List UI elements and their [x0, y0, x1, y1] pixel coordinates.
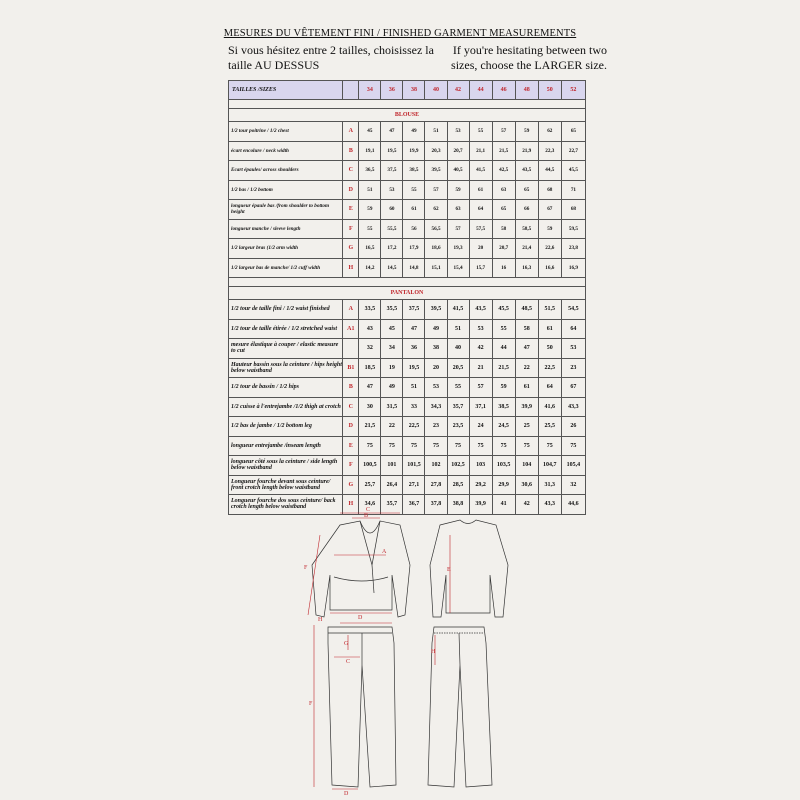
measurement-value: 34,6	[359, 495, 381, 515]
measurement-value: 75	[381, 436, 403, 456]
measurement-value: 37,5	[381, 161, 403, 181]
measurement-value: 75	[492, 436, 515, 456]
measurement-value: 21,4	[515, 239, 538, 259]
measurement-value: 101	[381, 456, 403, 476]
measurement-value: 22,3	[538, 141, 561, 161]
measurement-value: 20	[469, 239, 492, 259]
header-code-cell	[343, 81, 359, 100]
measurement-code: A	[343, 300, 359, 320]
measurement-description: 1/2 cuisse à l'entrejambe /1/2 thigh at crotch	[229, 397, 343, 417]
measurement-value: 23,8	[561, 239, 585, 259]
measurement-value: 50	[538, 339, 561, 359]
measurement-value: 53	[447, 122, 469, 142]
measure-lines	[308, 513, 450, 789]
measurement-value: 16,3	[515, 258, 538, 278]
measurement-value: 17,9	[403, 239, 425, 259]
measurement-value: 38,8	[447, 495, 469, 515]
measurement-value: 35,7	[381, 495, 403, 515]
section-spacer	[229, 278, 586, 287]
measurement-value: 75	[425, 436, 447, 456]
measurement-value: 37,8	[425, 495, 447, 515]
table-row	[229, 219, 586, 239]
measurement-code: B1	[343, 358, 359, 378]
size-header-34: 34	[359, 81, 381, 100]
measurement-value: 22,5	[538, 358, 561, 378]
measurement-description: 1/2 largeur bas de manche/ 1/2 cuff width	[229, 258, 343, 278]
measurement-value: 19,9	[403, 141, 425, 161]
measurement-value: 60	[381, 200, 403, 220]
measurement-description: 1/2 tour de taille étirée / 1/2 stretched waist	[229, 319, 343, 339]
measurement-value: 75	[561, 436, 585, 456]
measurement-code: F	[343, 219, 359, 239]
measurement-value: 68	[561, 200, 585, 220]
measurement-value: 49	[381, 378, 403, 398]
sizing-hint-english: If you're hesitating between two sizes, choose the LARGER size.	[451, 43, 607, 72]
table-row	[229, 417, 586, 437]
table-row	[229, 180, 586, 200]
diagram-label-e: E	[447, 567, 451, 573]
measurement-value: 25,7	[359, 475, 381, 495]
diagram-label-f: F	[304, 565, 308, 571]
size-header-48: 48	[515, 81, 538, 100]
measurement-value: 64	[538, 378, 561, 398]
measurement-value: 47	[381, 122, 403, 142]
measurement-value: 65	[492, 200, 515, 220]
measurement-value: 103	[469, 456, 492, 476]
measurement-value: 57,5	[469, 219, 492, 239]
measurement-value: 53	[561, 339, 585, 359]
measurement-value: 21	[469, 358, 492, 378]
size-header-44: 44	[469, 81, 492, 100]
measurement-description: 1/2 bas de jambe / 1/2 bottom leg	[229, 417, 343, 437]
section-spacer	[229, 100, 586, 109]
measurement-value: 59	[538, 219, 561, 239]
measurement-value: 56,5	[425, 219, 447, 239]
measurement-value: 75	[403, 436, 425, 456]
sizes-label: TAILLES /SIZES	[229, 81, 343, 100]
measurement-value: 59	[515, 122, 538, 142]
measurement-value: 18,5	[359, 358, 381, 378]
measurement-value: 58	[492, 219, 515, 239]
measurement-value: 55	[492, 319, 515, 339]
table-row	[229, 436, 586, 456]
measurement-value: 16,5	[359, 239, 381, 259]
measurement-value: 23,5	[447, 417, 469, 437]
measurement-description: longueur manche / sleeve length	[229, 219, 343, 239]
measurement-value: 59	[492, 378, 515, 398]
measurement-code: D	[343, 180, 359, 200]
measurement-value: 103,5	[492, 456, 515, 476]
measurement-value: 34	[381, 339, 403, 359]
measurement-value: 28,5	[447, 475, 469, 495]
measurement-value: 20,7	[492, 239, 515, 259]
measurement-value: 21,9	[515, 141, 538, 161]
measurement-description: longueur épaule bas /from shoulder to bottom height	[229, 200, 343, 220]
pantalon-section-row	[229, 287, 586, 300]
measurement-value: 42,5	[492, 161, 515, 181]
measurement-value: 29,2	[469, 475, 492, 495]
measurement-value: 19,1	[359, 141, 381, 161]
measurement-code: H	[343, 258, 359, 278]
measurement-value: 39,9	[515, 397, 538, 417]
measurement-code: D	[343, 417, 359, 437]
measurement-value: 104,7	[538, 456, 561, 476]
measurement-value: 51,5	[538, 300, 561, 320]
measurement-value: 56	[403, 219, 425, 239]
measurement-value: 66	[515, 200, 538, 220]
measurement-value: 67	[538, 200, 561, 220]
size-header-36: 36	[381, 81, 403, 100]
measurement-value: 39,5	[425, 161, 447, 181]
diagram-label-d-trousers: D	[344, 791, 349, 795]
measurement-value: 57	[447, 219, 469, 239]
measurement-value: 19,5	[381, 141, 403, 161]
measurement-value: 38	[425, 339, 447, 359]
diagram-label-d: D	[358, 615, 363, 621]
measurement-value: 75	[447, 436, 469, 456]
measurement-description: Longueur fourche dos sous ceinture/ back crotch length below waistband	[229, 495, 343, 515]
measurement-value: 14,5	[381, 258, 403, 278]
measurement-value: 21,5	[492, 358, 515, 378]
measurement-value: 101,5	[403, 456, 425, 476]
measurement-value: 44,5	[538, 161, 561, 181]
measurement-value: 61	[469, 180, 492, 200]
measurement-code: E	[343, 200, 359, 220]
measurement-value: 45,5	[492, 300, 515, 320]
measurement-value: 36,5	[359, 161, 381, 181]
measurement-value: 75	[538, 436, 561, 456]
measurement-description: Longueur fourche devant sous ceinture/ front crotch length below waistband	[229, 475, 343, 495]
measurement-description: longueur côté sous la ceinture / side length below waistband	[229, 456, 343, 476]
size-header-row	[229, 81, 586, 100]
measurement-value: 21,1	[469, 141, 492, 161]
measurement-value: 43,5	[515, 161, 538, 181]
table-row	[229, 300, 586, 320]
measurement-code: A	[343, 122, 359, 142]
measurement-value: 20,7	[447, 141, 469, 161]
measurement-value: 43	[359, 319, 381, 339]
measurement-value: 34,3	[425, 397, 447, 417]
measurement-value: 47	[359, 378, 381, 398]
measurement-value: 61	[403, 200, 425, 220]
blouse-front-drawing	[312, 521, 410, 617]
measurement-value: 43,3	[538, 495, 561, 515]
measurement-value: 33,5	[359, 300, 381, 320]
measurement-value: 27,8	[425, 475, 447, 495]
trousers-front-drawing	[328, 627, 396, 787]
table-row	[229, 475, 586, 495]
measurement-value: 44	[492, 339, 515, 359]
blouse-back-drawing	[430, 520, 508, 617]
measurement-value: 41,6	[538, 397, 561, 417]
measurement-value: 16,9	[561, 258, 585, 278]
measurement-value: 16,6	[538, 258, 561, 278]
diagram-label-h: H	[318, 617, 323, 623]
measurement-value: 39,5	[425, 300, 447, 320]
measurement-value: 27,1	[403, 475, 425, 495]
size-header-52: 52	[561, 81, 585, 100]
measurement-value: 40,5	[447, 161, 469, 181]
table-row	[229, 141, 586, 161]
measurement-value: 24,5	[492, 417, 515, 437]
blouse-section-title: BLOUSE	[229, 109, 586, 122]
measurement-value: 37,5	[403, 300, 425, 320]
measurement-value: 15,1	[425, 258, 447, 278]
measurement-value: 100,5	[359, 456, 381, 476]
measurement-value: 59,5	[561, 219, 585, 239]
measurement-code: H	[343, 495, 359, 515]
measurement-value: 51	[425, 122, 447, 142]
measurement-value: 23	[561, 358, 585, 378]
table-row	[229, 200, 586, 220]
measurement-value: 54,5	[561, 300, 585, 320]
measurement-value: 53	[469, 319, 492, 339]
measurement-value: 14,2	[359, 258, 381, 278]
measurement-value: 75	[515, 436, 538, 456]
measurement-value: 19,5	[403, 358, 425, 378]
measurement-value: 41,5	[469, 161, 492, 181]
measurement-value: 22,5	[403, 417, 425, 437]
measurement-value: 42	[469, 339, 492, 359]
measurement-value: 64	[469, 200, 492, 220]
diagram-label-c-trousers: C	[346, 659, 351, 665]
pantalon-section-title: PANTALON	[229, 287, 586, 300]
measurement-description: Hauteur bassin sous la ceinture / hips height below waistband	[229, 358, 343, 378]
measurement-value: 105,4	[561, 456, 585, 476]
measurement-description: 1/2 tour de bassin / 1/2 hips	[229, 378, 343, 398]
measurement-value: 48,5	[515, 300, 538, 320]
measurement-value: 43,3	[561, 397, 585, 417]
measurement-value: 61	[515, 378, 538, 398]
page-title: MESURES DU VÊTEMENT FINI / FINISHED GARMENT MEASUREMENTS	[223, 28, 577, 39]
measurement-value: 21,5	[359, 417, 381, 437]
measurement-value: 42	[515, 495, 538, 515]
measurement-value: 55	[469, 122, 492, 142]
measurement-value: 30,6	[515, 475, 538, 495]
measurement-value: 62	[538, 122, 561, 142]
measurement-value: 55	[447, 378, 469, 398]
measurement-value: 58	[515, 319, 538, 339]
measurement-value: 37,1	[469, 397, 492, 417]
measurement-value: 31,3	[538, 475, 561, 495]
measurement-description: 1/2 tour poitrine / 1/2 chest	[229, 122, 343, 142]
measurement-code: C	[343, 161, 359, 181]
measurement-value: 43,5	[469, 300, 492, 320]
measurement-value: 51	[403, 378, 425, 398]
diagram-label-f-trousers: F	[309, 701, 313, 707]
sizing-hint-french: Si vous hésitez entre 2 tailles, choisissez la taille AU DESSUS	[228, 43, 434, 72]
measurement-value: 30	[359, 397, 381, 417]
measurement-value: 41	[492, 495, 515, 515]
diagram-label-b: B	[364, 513, 369, 519]
measurement-code: A1	[343, 319, 359, 339]
table-row	[229, 239, 586, 259]
measurement-value: 22	[381, 417, 403, 437]
measurement-value: 38,5	[403, 161, 425, 181]
measurement-value: 45	[381, 319, 403, 339]
measurement-value: 20,3	[425, 141, 447, 161]
measurement-value: 18,6	[425, 239, 447, 259]
measurement-value: 15,7	[469, 258, 492, 278]
measurement-value: 22	[515, 358, 538, 378]
measurement-value: 23	[425, 417, 447, 437]
measurement-value: 64	[561, 319, 585, 339]
measurement-value: 53	[381, 180, 403, 200]
measurement-value: 55,5	[381, 219, 403, 239]
measurement-value: 36,7	[403, 495, 425, 515]
measurement-value: 26	[561, 417, 585, 437]
measurement-value: 63	[447, 200, 469, 220]
measurement-value: 15,4	[447, 258, 469, 278]
measurement-value: 63	[492, 180, 515, 200]
measurement-description: 1/2 tour de taille fini / 1/2 waist finished	[229, 300, 343, 320]
measurement-value: 57	[469, 378, 492, 398]
measurement-value: 16	[492, 258, 515, 278]
measurement-code	[343, 339, 359, 359]
diagram-label-c: C	[366, 507, 371, 513]
measurement-code: C	[343, 397, 359, 417]
diagram-label-a: A	[382, 549, 387, 555]
measurement-value: 49	[403, 122, 425, 142]
measurement-value: 47	[403, 319, 425, 339]
measurement-value: 22,6	[538, 239, 561, 259]
garment-technical-drawing	[300, 505, 520, 795]
measurement-value: 19	[381, 358, 403, 378]
measurement-value: 49	[425, 319, 447, 339]
measurement-value: 67	[561, 378, 585, 398]
measurement-value: 61	[538, 319, 561, 339]
trousers-back-drawing	[428, 627, 492, 787]
measurement-value: 59	[447, 180, 469, 200]
measurement-value: 75	[469, 436, 492, 456]
table-row	[229, 378, 586, 398]
size-header-50: 50	[538, 81, 561, 100]
measurement-code: G	[343, 239, 359, 259]
measurement-value: 57	[425, 180, 447, 200]
table-row	[229, 161, 586, 181]
measurement-value: 62	[425, 200, 447, 220]
table-row	[229, 122, 586, 142]
measurement-value: 26,4	[381, 475, 403, 495]
diagram-label-g: G	[344, 641, 349, 647]
measurement-value: 25,5	[538, 417, 561, 437]
measurement-value: 44,6	[561, 495, 585, 515]
measurement-code: G	[343, 475, 359, 495]
measurement-value: 51	[447, 319, 469, 339]
measurement-code: B	[343, 141, 359, 161]
table-row	[229, 319, 586, 339]
measurement-value: 39,9	[469, 495, 492, 515]
measurement-value: 102	[425, 456, 447, 476]
measurement-value: 55	[359, 219, 381, 239]
measurement-description: longueur entrejambe /inseam length	[229, 436, 343, 456]
measurement-value: 21,5	[492, 141, 515, 161]
diagram-label-h-trousers: H	[431, 649, 436, 655]
measurement-value: 65	[561, 122, 585, 142]
measurement-code: F	[343, 456, 359, 476]
measurement-value: 55	[403, 180, 425, 200]
measurement-code: B	[343, 378, 359, 398]
table-row	[229, 397, 586, 417]
blouse-section-row	[229, 109, 586, 122]
size-header-40: 40	[425, 81, 447, 100]
measurement-value: 32	[561, 475, 585, 495]
measurement-value: 65	[515, 180, 538, 200]
measurement-value: 22,7	[561, 141, 585, 161]
measurement-value: 24	[469, 417, 492, 437]
measurement-table	[228, 80, 586, 515]
measurement-value: 20,5	[447, 358, 469, 378]
measurement-value: 102,5	[447, 456, 469, 476]
measurement-value: 17,2	[381, 239, 403, 259]
measurement-value: 59	[359, 200, 381, 220]
measurement-description: mesure élastique à couper / elastic measure to cut	[229, 339, 343, 359]
measurement-description: 1/2 bas / 1/2 bottom	[229, 180, 343, 200]
size-header-42: 42	[447, 81, 469, 100]
measurement-value: 38,5	[492, 397, 515, 417]
measurement-value: 58,5	[515, 219, 538, 239]
measurement-description: 1/2 largeur bras (1/2 arm width	[229, 239, 343, 259]
table-row	[229, 339, 586, 359]
measurement-value: 71	[561, 180, 585, 200]
measurement-value: 40	[447, 339, 469, 359]
measurement-value: 14,8	[403, 258, 425, 278]
measurement-value: 75	[359, 436, 381, 456]
size-header-38: 38	[403, 81, 425, 100]
measurement-value: 45	[359, 122, 381, 142]
measurement-value: 57	[492, 122, 515, 142]
table-row	[229, 258, 586, 278]
measurement-value: 33	[403, 397, 425, 417]
measurement-value: 25	[515, 417, 538, 437]
measurement-value: 41,5	[447, 300, 469, 320]
table-row	[229, 456, 586, 476]
measurement-description: écart encolure / neck width	[229, 141, 343, 161]
measurement-value: 36	[403, 339, 425, 359]
measurement-description: Ecart épaules/ across shoulders	[229, 161, 343, 181]
measurement-value: 53	[425, 378, 447, 398]
measurement-value: 68	[538, 180, 561, 200]
measurement-value: 31,5	[381, 397, 403, 417]
measurement-value: 32	[359, 339, 381, 359]
measurement-value: 45,5	[561, 161, 585, 181]
measurement-code: E	[343, 436, 359, 456]
table-row	[229, 358, 586, 378]
measurement-value: 51	[359, 180, 381, 200]
measurement-value: 35,7	[447, 397, 469, 417]
measurement-value: 19,3	[447, 239, 469, 259]
measurement-value: 104	[515, 456, 538, 476]
measurement-value: 47	[515, 339, 538, 359]
size-header-46: 46	[492, 81, 515, 100]
measurement-value: 29,9	[492, 475, 515, 495]
measurement-value: 20	[425, 358, 447, 378]
measurement-value: 35,5	[381, 300, 403, 320]
